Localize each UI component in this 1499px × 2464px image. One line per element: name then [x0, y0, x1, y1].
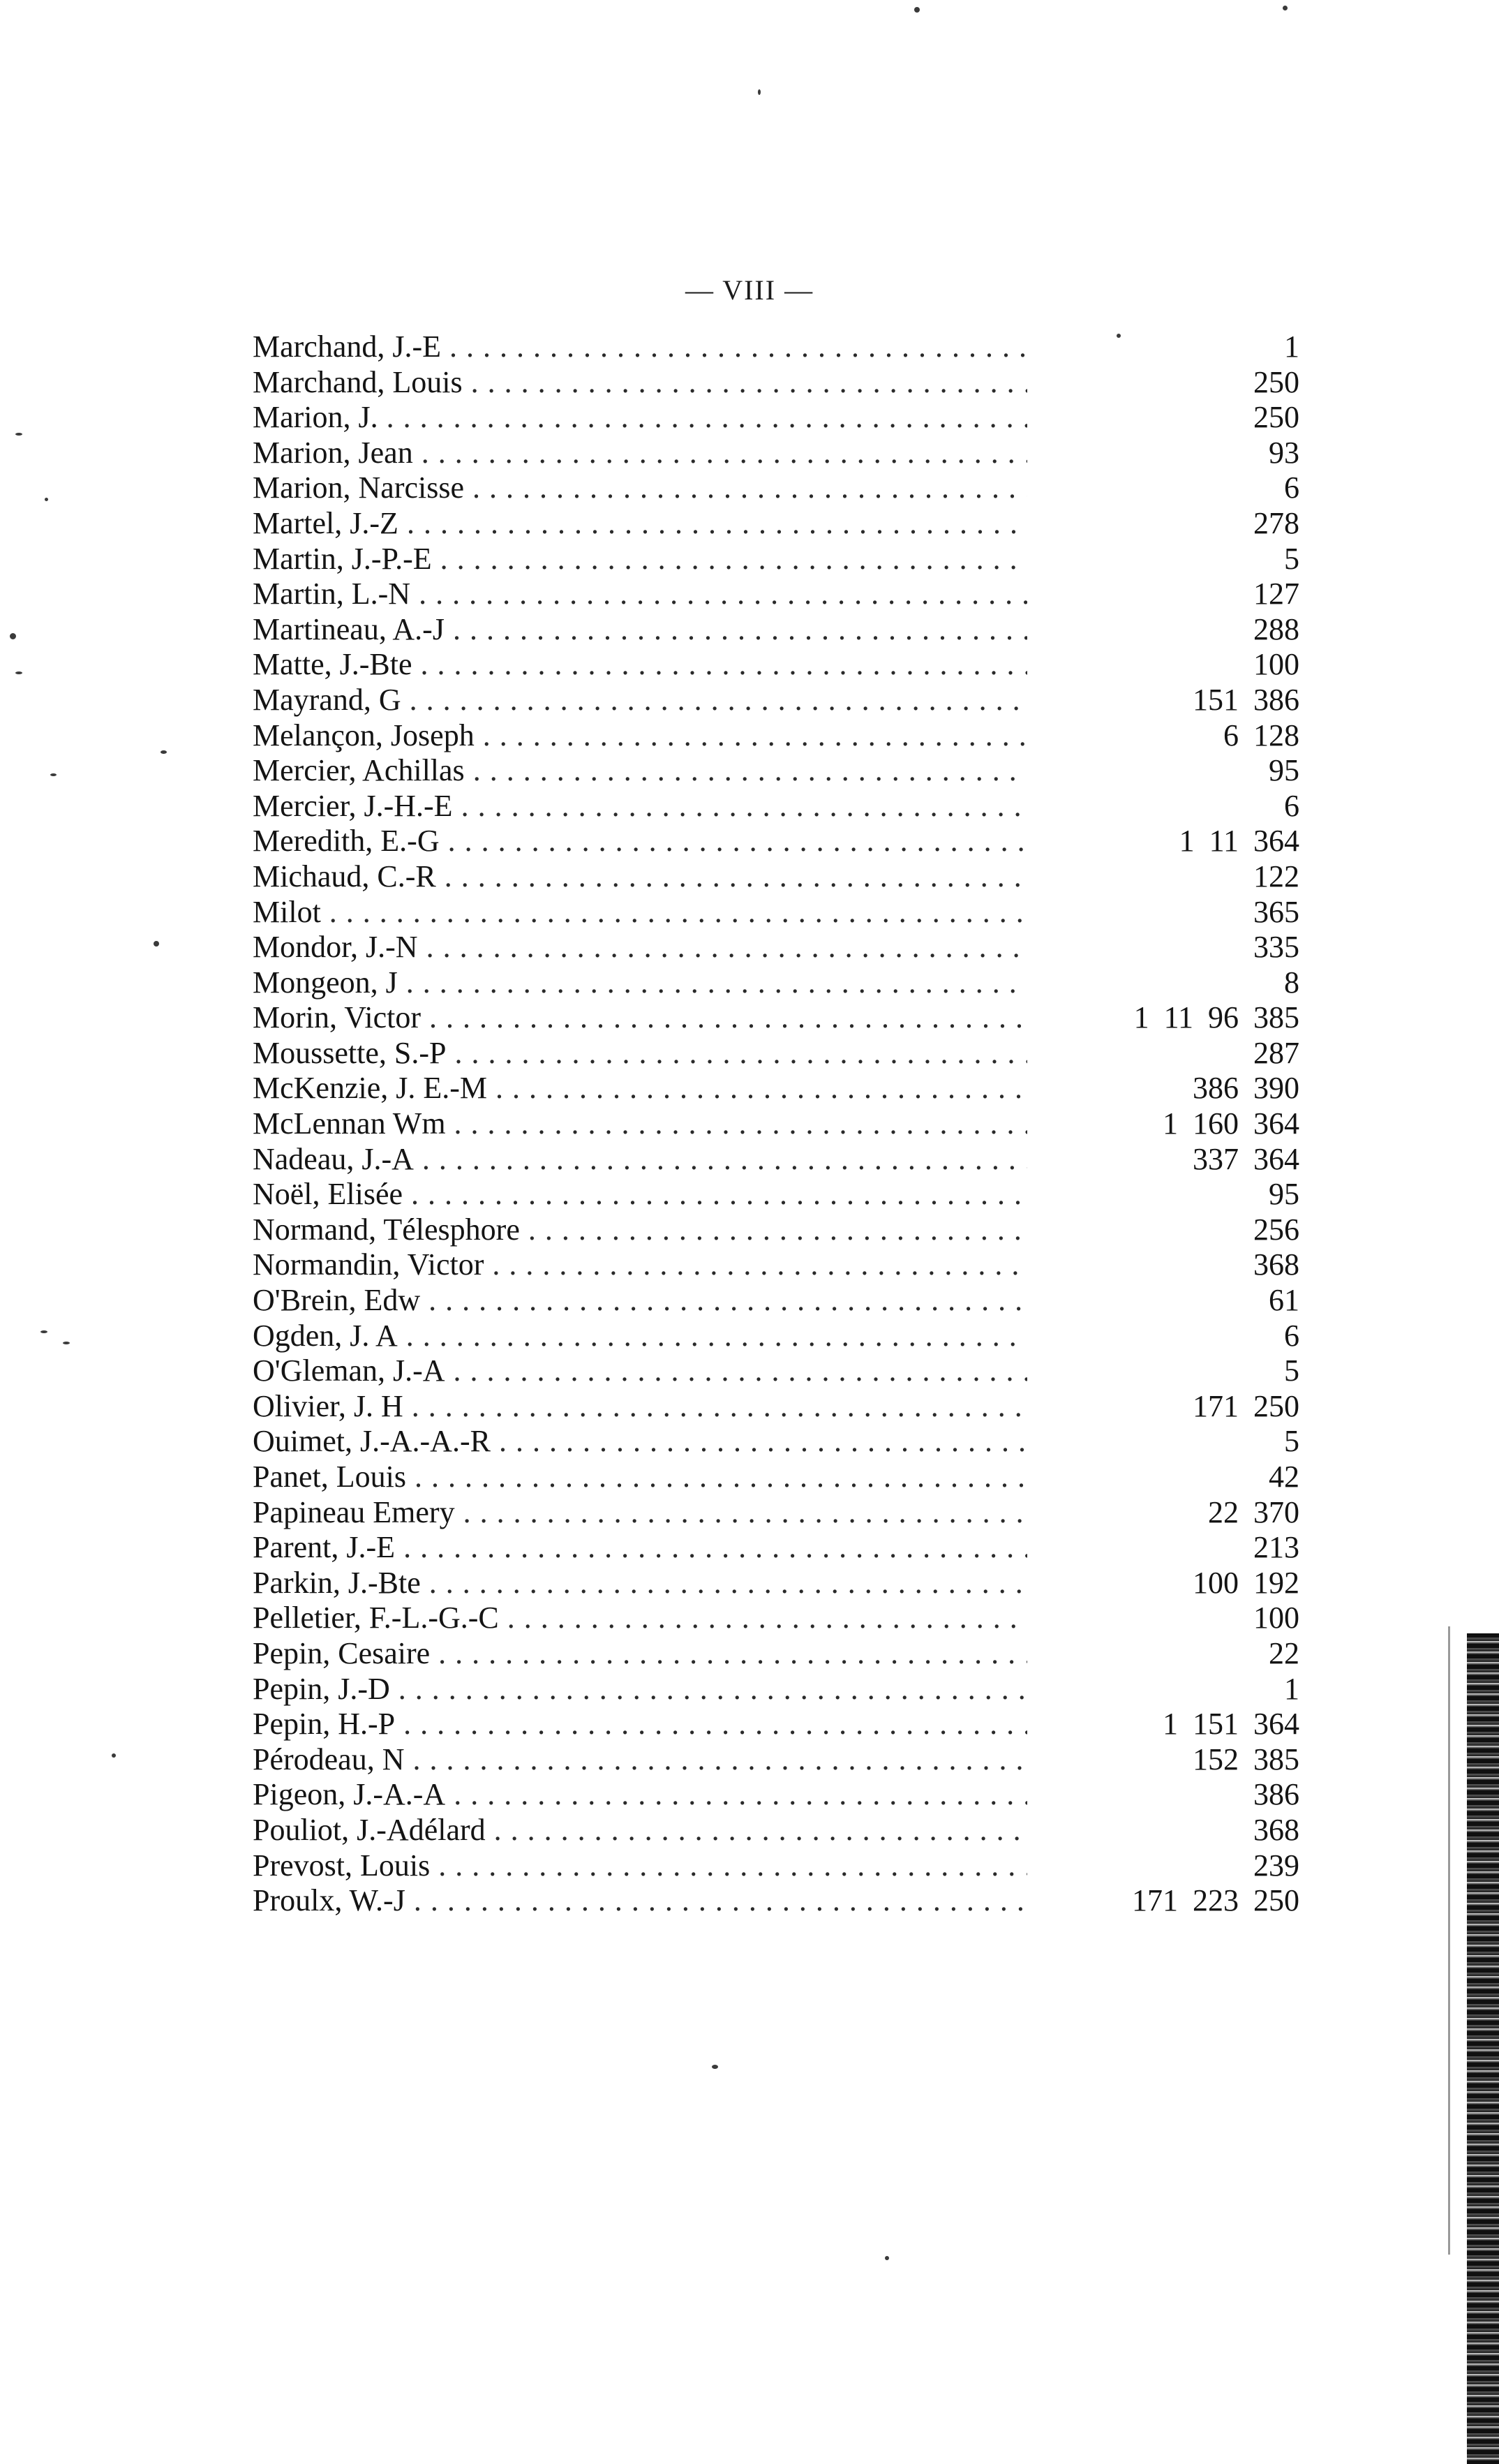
index-entry — [253, 824, 1299, 859]
entry-page-numbers: 42 — [1269, 1460, 1299, 1494]
entry-page-numbers: 8 — [1284, 965, 1299, 1000]
entry-name: Mondor, J.-N . . . — [253, 930, 1027, 965]
name-index-list — [253, 329, 1299, 1919]
entry-page-numbers: 256 — [1253, 1212, 1299, 1247]
entry-page-numbers: 386 390 — [1193, 1071, 1299, 1106]
index-entry — [253, 612, 1299, 648]
scan-speck — [1117, 334, 1121, 338]
entry-name: Panet, Louis . . . — [253, 1460, 1027, 1495]
scan-speck — [15, 671, 22, 674]
entry-name: Martin, L.-N . . . — [253, 577, 1027, 612]
entry-page-numbers: 93 — [1269, 435, 1299, 470]
entry-page-numbers: 171 223 250 — [1132, 1883, 1299, 1918]
entry-page-numbers: 6 128 — [1223, 718, 1299, 752]
entry-page-numbers: 151 386 — [1193, 682, 1299, 717]
entry-name: Pepin, Cesaire . . . — [253, 1636, 1027, 1672]
index-entry — [253, 365, 1299, 401]
entry-name: Olivier, J. H . . . — [253, 1389, 1027, 1425]
index-entry — [253, 1707, 1299, 1742]
scan-speck — [112, 1753, 116, 1758]
index-entry — [253, 1247, 1299, 1283]
entry-name: Papineau Emery . . . — [253, 1495, 1027, 1531]
entry-page-numbers: 1 — [1284, 1671, 1299, 1706]
entry-name: Parkin, J.-Bte . . . — [253, 1566, 1027, 1601]
entry-page-numbers: 6 — [1284, 470, 1299, 505]
index-entry — [253, 789, 1299, 824]
index-entry — [253, 1601, 1299, 1636]
scan-speck — [40, 1330, 47, 1333]
entry-name: Moussette, S.-P . . . — [253, 1036, 1027, 1071]
index-entry — [253, 1353, 1299, 1389]
index-entry — [253, 436, 1299, 471]
entry-name: Mayrand, G . . . — [253, 683, 1027, 718]
entry-page-numbers: 5 — [1284, 1424, 1299, 1459]
entry-name: Michaud, C.-R . . . — [253, 859, 1027, 895]
entry-name: Milot . . . — [253, 895, 1027, 930]
scan-speck — [1283, 6, 1288, 10]
entry-page-numbers: 171 250 — [1193, 1388, 1299, 1423]
index-entry — [253, 1036, 1299, 1071]
entry-page-numbers: 250 — [1253, 400, 1299, 435]
entry-page-numbers: 278 — [1253, 505, 1299, 540]
entry-name: Marion, Jean . . . — [253, 436, 1027, 471]
index-entry — [253, 718, 1299, 754]
entry-page-numbers: 5 — [1284, 1353, 1299, 1388]
entry-name: O'Gleman, J.-A . . . — [253, 1353, 1027, 1389]
scan-speck — [15, 433, 22, 436]
entry-page-numbers: 6 — [1284, 788, 1299, 823]
entry-name: Matte, J.-Bte . . . — [253, 647, 1027, 683]
entry-page-numbers: 337 364 — [1193, 1141, 1299, 1176]
entry-page-numbers: 368 — [1253, 1812, 1299, 1847]
entry-name: O'Brein, Edw . . . — [253, 1283, 1027, 1319]
entry-page-numbers: 1 11 364 — [1179, 824, 1299, 859]
entry-page-numbers: 127 — [1253, 577, 1299, 611]
entry-name: Martin, J.-P.-E . . . — [253, 542, 1027, 577]
entry-name: McLennan Wm . . . — [253, 1106, 1027, 1142]
scan-speck — [885, 2256, 889, 2260]
index-entry — [253, 542, 1299, 577]
page-edge-shadow — [1467, 1633, 1499, 2464]
index-entry — [253, 1212, 1299, 1248]
entry-page-numbers: 122 — [1253, 859, 1299, 893]
index-entry — [253, 400, 1299, 436]
entry-page-numbers: 1 11 96 385 — [1133, 1000, 1299, 1035]
scan-speck — [758, 89, 761, 95]
entry-name: Mercier, Achillas . . . — [253, 753, 1027, 789]
scan-speck — [154, 941, 159, 947]
entry-page-numbers: 386 — [1253, 1777, 1299, 1812]
entry-page-numbers: 213 — [1253, 1530, 1299, 1565]
index-entry — [253, 577, 1299, 612]
entry-name: Prevost, Louis . . . — [253, 1848, 1027, 1884]
index-entry — [253, 647, 1299, 683]
entry-name: Normandin, Victor . . . — [253, 1247, 1027, 1283]
index-entry — [253, 1848, 1299, 1884]
index-entry — [253, 1883, 1299, 1919]
index-entry — [253, 1813, 1299, 1848]
index-entry — [253, 1636, 1299, 1672]
entry-name: Melançon, Joseph . . . — [253, 718, 1027, 754]
entry-page-numbers: 6 — [1284, 1318, 1299, 1353]
entry-page-numbers: 22 370 — [1208, 1494, 1299, 1529]
index-entry — [253, 1319, 1299, 1354]
scan-speck — [161, 750, 167, 754]
scan-speck — [50, 773, 57, 776]
scan-speck — [712, 2065, 718, 2069]
index-entry — [253, 1177, 1299, 1212]
entry-name: Ouimet, J.-A.-A.-R . . . — [253, 1424, 1027, 1460]
index-entry — [253, 1777, 1299, 1813]
entry-name: Marion, J. . . . — [253, 400, 1027, 436]
entry-page-numbers: 368 — [1253, 1247, 1299, 1282]
index-entry — [253, 1566, 1299, 1601]
scan-speck — [914, 7, 920, 13]
entry-page-numbers: 288 — [1253, 611, 1299, 646]
entry-name: Marchand, J.-E . . . — [253, 329, 1027, 365]
entry-page-numbers: 152 385 — [1193, 1742, 1299, 1776]
entry-page-numbers: 365 — [1253, 894, 1299, 929]
entry-name: Martel, J.-Z . . . — [253, 506, 1027, 542]
index-entry — [253, 1283, 1299, 1319]
entry-page-numbers: 287 — [1253, 1035, 1299, 1070]
page-edge-line — [1448, 1626, 1450, 2255]
entry-name: Parent, J.-E . . . — [253, 1530, 1027, 1566]
index-entry — [253, 1000, 1299, 1036]
page-header: — VIII — — [685, 274, 814, 306]
entry-name: Meredith, E.-G . . . — [253, 824, 1027, 859]
index-entry — [253, 859, 1299, 895]
index-entry — [253, 1530, 1299, 1566]
index-entry — [253, 470, 1299, 506]
index-entry — [253, 506, 1299, 542]
index-entry — [253, 1142, 1299, 1178]
entry-name: Pelletier, F.-L.-G.-C . . . — [253, 1601, 1027, 1636]
entry-page-numbers: 5 — [1284, 541, 1299, 576]
entry-name: Pérodeau, N . . . — [253, 1742, 1027, 1778]
entry-page-numbers: 1 — [1284, 329, 1299, 364]
entry-name: Normand, Télesphore . . . — [253, 1212, 1027, 1248]
entry-name: Noël, Elisée . . . — [253, 1177, 1027, 1212]
entry-page-numbers: 22 — [1269, 1635, 1299, 1670]
entry-name: Marion, Narcisse . . . — [253, 470, 1027, 506]
entry-name: McKenzie, J. E.-M . . . — [253, 1071, 1027, 1106]
entry-page-numbers: 1 160 364 — [1163, 1106, 1299, 1141]
entry-name: Mercier, J.-H.-E . . . — [253, 789, 1027, 824]
entry-name: Pouliot, J.-Adélard . . . — [253, 1813, 1027, 1848]
entry-page-numbers: 100 192 — [1193, 1565, 1299, 1600]
entry-name: Pigeon, J.-A.-A . . . — [253, 1777, 1027, 1813]
entry-page-numbers: 250 — [1253, 364, 1299, 399]
index-entry — [253, 683, 1299, 718]
index-entry — [253, 895, 1299, 930]
scan-speck — [10, 633, 16, 639]
entry-page-numbers: 100 — [1253, 647, 1299, 682]
entry-page-numbers: 95 — [1269, 753, 1299, 788]
index-entry — [253, 1389, 1299, 1425]
entry-page-numbers: 1 151 364 — [1163, 1707, 1299, 1742]
index-entry — [253, 1460, 1299, 1495]
entry-page-numbers: 100 — [1253, 1601, 1299, 1635]
scan-speck — [45, 498, 48, 501]
index-entry — [253, 1495, 1299, 1531]
entry-page-numbers: 61 — [1269, 1283, 1299, 1318]
index-entry — [253, 753, 1299, 789]
index-entry — [253, 1106, 1299, 1142]
entry-name: Proulx, W.-J . . . — [253, 1883, 1027, 1919]
entry-page-numbers: 335 — [1253, 930, 1299, 965]
entry-name: Mongeon, J . . . — [253, 965, 1027, 1001]
index-entry — [253, 329, 1299, 365]
index-entry — [253, 1742, 1299, 1778]
entry-name: Nadeau, J.-A . . . — [253, 1142, 1027, 1178]
index-entry — [253, 930, 1299, 965]
entry-name: Martineau, A.-J . . . — [253, 612, 1027, 648]
entry-name: Pepin, J.-D . . . — [253, 1672, 1027, 1707]
entry-name: Marchand, Louis . . . — [253, 365, 1027, 401]
entry-page-numbers: 239 — [1253, 1848, 1299, 1883]
entry-name: Morin, Victor . . . — [253, 1000, 1027, 1036]
index-entry — [253, 1424, 1299, 1460]
entry-page-numbers: 95 — [1269, 1177, 1299, 1212]
entry-name: Ogden, J. A . . . — [253, 1319, 1027, 1354]
index-entry — [253, 1672, 1299, 1707]
entry-name: Pepin, H.-P . . . — [253, 1707, 1027, 1742]
scan-speck — [63, 1342, 70, 1344]
index-entry — [253, 1071, 1299, 1106]
index-entry — [253, 965, 1299, 1001]
